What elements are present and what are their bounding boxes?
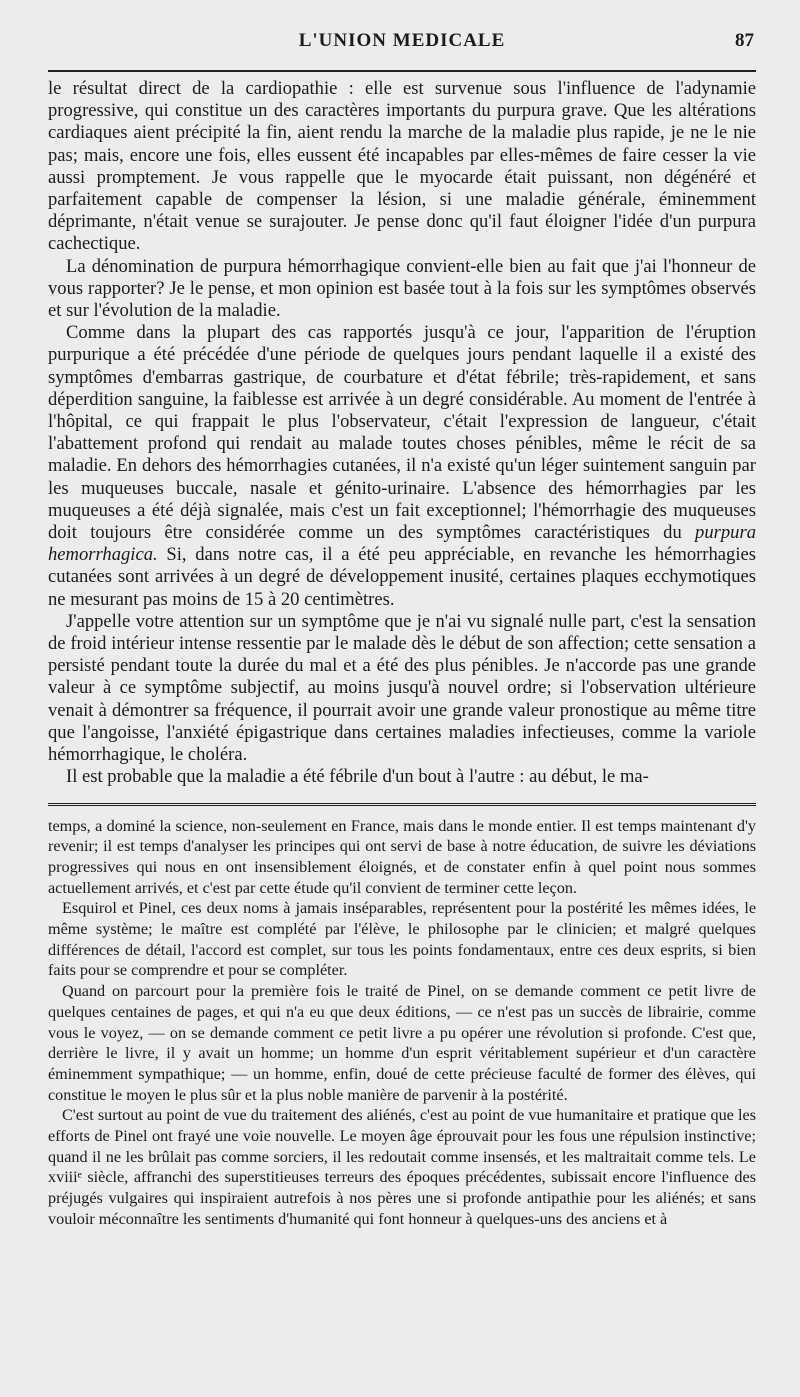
feuilleton-section — [48, 816, 756, 1230]
main-article — [48, 78, 756, 789]
paragraph: C'est surtout au point de vue du traitement des aliénés, c'est au point de vue humanitaire et pratique que les efforts de Pinel ont frayé une voie nouvelle. Le moyen âge éprouvait pour les fous une répulsion instinctive; quand il ne les brûlait pas comme sorciers, il les redoutait comme insensés, et les maltraitait comme tels. Le xviiiᵉ siècle, affranchi des superstitieuses terreurs des époques précédentes, subissait encore l'influence des préjugés vulgaires qui inspiraient autrefois à nos pères une si profonde antipathie pour les aliénés; et sans vouloir méconnaître les sentiments d'humanité qui font honneur à quelques-uns des anciens et à — [48, 1106, 756, 1228]
paragraph: Quand on parcourt pour la première fois le traité de Pinel, on se demande comment ce petit livre de quelques centaines de pages, et qui n'a eu que deux éditions, — ce n'est pas un succès de librairie, comme vous le voyez, — on se demande comment ce petit livre a pu opérer une révolution si profonde. C'est que, derrière le livre, il y avait un homme; un homme d'un esprit véritablement supérieur et d'un caractère éminemment sympathique; — un homme, enfin, doué de cette précieuse faculté de former des élèves, qui constitue le moyen le plus sûr et la plus noble manière de parvenir à la postérité. — [48, 982, 756, 1104]
feuilleton-divider — [48, 803, 756, 806]
paragraph: le résultat direct de la cardiopathie : elle est survenue sous l'influence de l'adynamie progressive, qui constitue un des caractères importants du purpura grave. Que les altérations cardiaques aient précipité la fin, aient rendu la marche de la maladie plus rapide, je ne le nie pas; mais, encore une fois, elles eussent été incapables par elles-mêmes de faire cesser la vie aussi promptement. Je vous rappelle que le myocarde était puissant, non dégénéré et parfaitement capable de compenser la lésion, si une maladie générale, éminemment déprimante, n'était venue se surajouter. Je pense donc qu'il faut éloigner l'idée d'un purpura cachectique. — [48, 78, 756, 255]
paragraph — [48, 322, 756, 611]
page-header — [48, 26, 756, 62]
paragraph: Esquirol et Pinel, ces deux noms à jamais inséparables, représentent pour la postérité les mêmes idées, le même système; le maître est complété par l'élève, le philosophe par le clinicien; et malgré quelques différences de détail, l'accord est complet, sur tous les points fondamentaux, entre ces deux esprits, si bien faits pour se comprendre et pour se compléter. — [48, 899, 756, 980]
paragraph: La dénomination de purpura hémorrhagique convient-elle bien au fait que j'ai l'honneur de vous rapporter? Je le pense, et mon opinion est basée tout à la fois sur les symptômes observés et sur l'évolution de la maladie. — [48, 255, 756, 322]
header-rule — [48, 70, 756, 72]
paragraph-text: Si, dans notre cas, il a été peu appréciable, en revanche les hémorrhagies cutanées sont arrivées à un degré de développement inusité, certaines plaques ecchymotiques ne mesurant pas moins de 15 à 20 centimètres. — [48, 544, 756, 610]
paragraph: Il est probable que la maladie a été fébrile d'un bout à l'autre : au début, le ma- — [66, 766, 649, 788]
running-title: L'UNION MEDICALE — [298, 30, 506, 51]
paragraph: J'appelle votre attention sur un symptôme que je n'ai vu signalé nulle part, c'est la sensation de froid intérieur intense ressentie par le malade dès le début de son affection; cette sensation a persisté pendant toute la durée du mal et a été des plus pénibles. Je n'accorde pas une grande valeur à ce symptôme subjectif, au moins jusqu'à nouvel ordre; si l'observation ultérieure venait à démontrer sa fréquence, il pourrait avoir une grande valeur pronostique au même titre que l'angoisse, l'anxiété épigastrique dans certaines maladies infectieuses, comme la variole hémorrhagique, le choléra. — [48, 610, 756, 766]
paragraph: temps, a dominé la science, non-seulement en France, mais dans le monde entier. Il est temps maintenant d'y revenir; il est temps d'analyser les principes qui ont servi de base à notre éducation, de suivre les déviations progressives qui nous en ont insensiblement éloignés, et de constater enfin à quel point nous sommes actuellement arrivés, et c'est par cette étude qu'il convient de terminer cette leçon. — [48, 816, 756, 897]
italic-term: purpura hemorrhagica. — [48, 522, 756, 566]
paragraph-text: Comme dans la plupart des cas rapportés jusqu'à ce jour, l'apparition de l'éruption purpurique a été précédée d'une période de quelques jours pendant laquelle il a existé des symptômes d'embarras gastrique, de courbature et d'état fébrile; très-rapidement, et sans déperdition sanguine, la faiblesse est arrivée à un degré considérable. Au moment de l'entrée à l'hôpital, ce qui frappait le plus l'observateur, c'était l'expression de langueur, c'était l'abattement profond qui rendait au malade toutes choses pénibles, même le récit de sa maladie. En dehors des hémorrhagies cutanées, il n'a existé qu'un léger suintement sanguin par les muqueuses buccale, nasale et génito-urinaire. L'absence des hémorrhagies par les muqueuses a été déjà signalée, mais c'est un fait exceptionnel; l'hémorrhagie des muqueuses doit toujours être considérée comme un des symptômes caractéristiques du — [48, 322, 756, 544]
page-number: 87 — [735, 30, 754, 51]
